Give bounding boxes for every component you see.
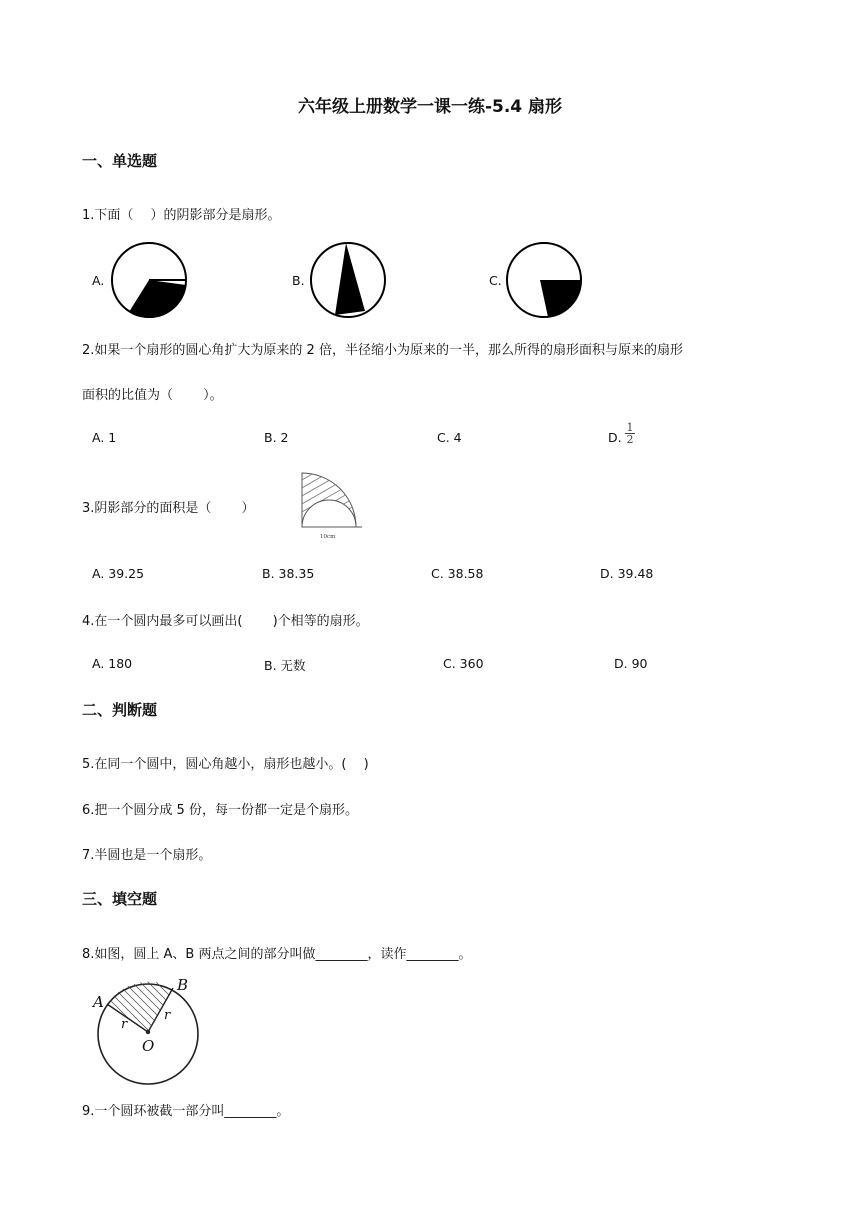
q3-option-c: C. 38.58 [431,566,484,581]
question-3-text: 3.阴影部分的面积是（ ） [82,501,255,516]
question-4-text: 4.在一个圆内最多可以画出( )个相等的扇形。 [82,614,369,629]
q4-option-d: D. 90 [614,656,648,671]
q3-figure [296,469,368,541]
q8-center-o-label: O [142,1037,155,1055]
q8-radius-label-right: r [164,1008,171,1023]
q1-option-a-label: A. [92,273,105,288]
question-5-text: 5.在同一个圆中，圆心角越小，扇形也越小。( ) [82,757,369,772]
q2-option-c: C. 4 [437,430,462,445]
question-1-text: 1.下面（ ）的阴影部分是扇形。 [82,208,281,223]
q3-option-d: D. 39.48 [600,566,654,581]
q4-option-c: C. 360 [443,656,484,671]
q1-option-c-figure [506,241,582,319]
q1-option-c-label: C. [489,273,502,288]
q2-option-d: D. [608,430,622,445]
question-9-text: 9.一个圆环被截一部分叫________。 [82,1104,290,1119]
question-2-text-line2: 面积的比值为（ ）。 [82,388,223,403]
q4-option-a: A. 180 [92,656,133,671]
section-heading-true-false: 二、判断题 [82,701,158,719]
section-heading-fill-in: 三、填空题 [82,890,158,908]
section-heading-single-choice: 一、单选题 [82,152,158,170]
question-8-text: 8.如图，圆上 A、B 两点之间的部分叫做________，读作________。 [82,947,472,962]
q2-option-a: A. 1 [92,430,117,445]
q1-option-b-label: B. [292,273,305,288]
q2-option-b: B. 2 [264,430,289,445]
page-title: 六年级上册数学一课一练-5.4 扇形 [297,97,563,117]
q2-option-d-fraction [624,422,636,445]
q1-option-a-figure [110,241,188,319]
q1-option-b-figure [309,241,387,319]
question-6-text: 6.把一个圆分成 5 份，每一份都一定是个扇形。 [82,803,358,818]
fraction-numerator: 1 [626,421,634,434]
q3-figure-dimension: 10cm [320,534,336,540]
q8-point-a-label: A [93,993,104,1011]
q3-option-b: B. 38.35 [262,566,315,581]
q8-circle-figure [90,974,202,1086]
question-7-text: 7.半圆也是一个扇形。 [82,848,212,863]
q4-option-b: B. 无数 [264,658,306,673]
question-2-text-line1: 2.如果一个扇形的圆心角扩大为原来的 2 倍，半径缩小为原来的一半，那么所得的扇形面积与原来的扇形 [82,343,683,358]
fraction-denominator: 2 [626,433,634,446]
q3-option-a: A. 39.25 [92,566,145,581]
q8-point-b-label: B [177,976,189,994]
q8-radius-label-left: r [121,1017,128,1032]
